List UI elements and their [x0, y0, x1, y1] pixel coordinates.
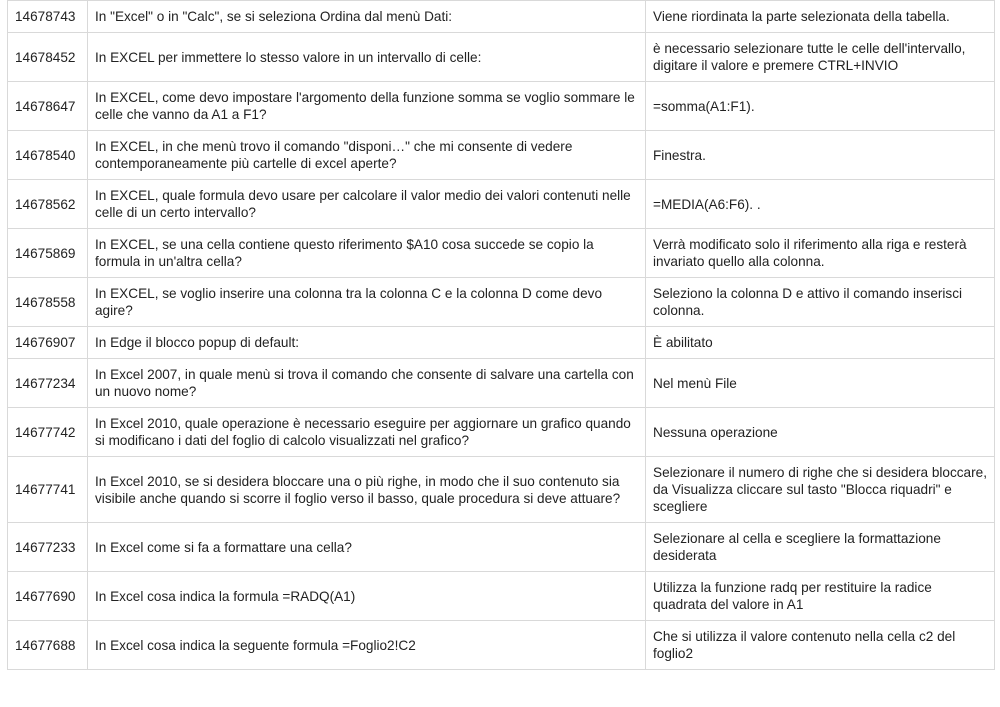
answer-cell: Seleziono la colonna D e attivo il comando inserisci colonna. — [646, 278, 995, 327]
question-cell: In Edge il blocco popup di default: — [88, 327, 646, 359]
answer-cell: Nel menù File — [646, 359, 995, 408]
table-row — [8, 359, 995, 408]
question-id-cell: 14678540 — [8, 131, 88, 180]
question-cell: In Excel 2010, quale operazione è necessario eseguire per aggiornare un grafico quando si modificano i dati del foglio di calcolo visualizzati nel grafico? — [88, 408, 646, 457]
question-id-cell: 14677690 — [8, 572, 88, 621]
answer-cell: è necessario selezionare tutte le celle dell'intervallo, digitare il valore e premere CTRL+INVIO — [646, 33, 995, 82]
question-id-cell: 14678558 — [8, 278, 88, 327]
question-cell: In Excel come si fa a formattare una cella? — [88, 523, 646, 572]
answer-cell: Selezionare al cella e scegliere la formattazione desiderata — [646, 523, 995, 572]
table-row — [8, 457, 995, 523]
table-row — [8, 408, 995, 457]
answer-cell: Utilizza la funzione radq per restituire la radice quadrata del valore in A1 — [646, 572, 995, 621]
question-id-cell: 14678743 — [8, 1, 88, 33]
question-cell: In EXCEL, se una cella contiene questo riferimento $A10 cosa succede se copio la formula in un'altra cella? — [88, 229, 646, 278]
question-id-cell: 14677741 — [8, 457, 88, 523]
answer-cell: =MEDIA(A6:F6). . — [646, 180, 995, 229]
question-cell: In Excel 2007, in quale menù si trova il comando che consente di salvare una cartella con un nuovo nome? — [88, 359, 646, 408]
question-cell: In EXCEL, quale formula devo usare per calcolare il valor medio dei valori contenuti nelle celle di un certo intervallo? — [88, 180, 646, 229]
table-row — [8, 131, 995, 180]
table-row — [8, 523, 995, 572]
question-cell: In Excel cosa indica la seguente formula =Foglio2!C2 — [88, 621, 646, 670]
quiz-table-container — [7, 0, 995, 670]
question-id-cell: 14678562 — [8, 180, 88, 229]
table-row — [8, 572, 995, 621]
table-row — [8, 1, 995, 33]
question-cell: In EXCEL, se voglio inserire una colonna tra la colonna C e la colonna D come devo agire? — [88, 278, 646, 327]
question-id-cell: 14678647 — [8, 82, 88, 131]
question-id-cell: 14677234 — [8, 359, 88, 408]
answer-cell: Nessuna operazione — [646, 408, 995, 457]
question-cell: In Excel 2010, se si desidera bloccare una o più righe, in modo che il suo contenuto sia visibile anche quando si scorre il foglio verso il basso, quale procedura si deve attuare? — [88, 457, 646, 523]
quiz-table — [7, 0, 995, 670]
table-row — [8, 229, 995, 278]
answer-cell: Che si utilizza il valore contenuto nella cella c2 del foglio2 — [646, 621, 995, 670]
question-cell: In Excel cosa indica la formula =RADQ(A1) — [88, 572, 646, 621]
answer-cell: Selezionare il numero di righe che si desidera bloccare, da Visualizza cliccare sul tasto "Blocca riquadri" e scegliere — [646, 457, 995, 523]
table-row — [8, 621, 995, 670]
table-row — [8, 327, 995, 359]
question-id-cell: 14677742 — [8, 408, 88, 457]
question-cell: In EXCEL, in che menù trovo il comando "disponi…" che mi consente di vedere contemporaneamente più cartelle di excel aperte? — [88, 131, 646, 180]
question-cell: In "Excel" o in "Calc", se si seleziona Ordina dal menù Dati: — [88, 1, 646, 33]
answer-cell: Verrà modificato solo il riferimento alla riga e resterà invariato quello alla colonna. — [646, 229, 995, 278]
question-id-cell: 14677688 — [8, 621, 88, 670]
table-row — [8, 278, 995, 327]
question-id-cell: 14676907 — [8, 327, 88, 359]
question-cell: In EXCEL, come devo impostare l'argomento della funzione somma se voglio sommare le celle che vanno da A1 a F1? — [88, 82, 646, 131]
quiz-table-body — [8, 1, 995, 670]
answer-cell: =somma(A1:F1). — [646, 82, 995, 131]
question-id-cell: 14675869 — [8, 229, 88, 278]
table-row — [8, 33, 995, 82]
answer-cell: Viene riordinata la parte selezionata della tabella. — [646, 1, 995, 33]
answer-cell: È abilitato — [646, 327, 995, 359]
question-id-cell: 14677233 — [8, 523, 88, 572]
answer-cell: Finestra. — [646, 131, 995, 180]
question-id-cell: 14678452 — [8, 33, 88, 82]
table-row — [8, 180, 995, 229]
table-row — [8, 82, 995, 131]
question-cell: In EXCEL per immettere lo stesso valore in un intervallo di celle: — [88, 33, 646, 82]
